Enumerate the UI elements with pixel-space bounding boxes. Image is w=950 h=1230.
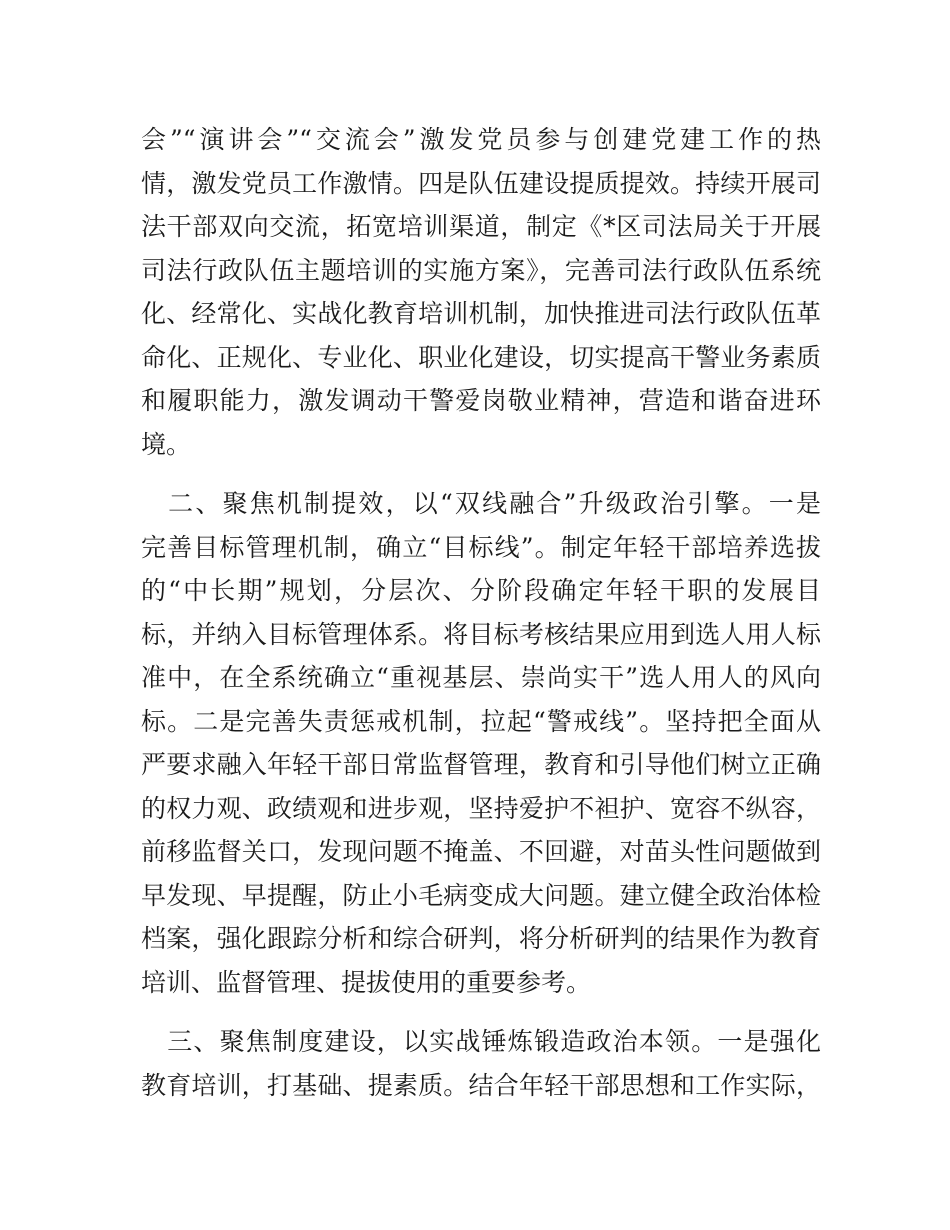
text-line: 境。 xyxy=(141,429,192,459)
paragraph-spacer xyxy=(141,466,821,482)
text-line: 档案，强化跟踪分析和综合研判，将分析研判的结果作为教育 xyxy=(141,924,821,953)
text-line: 早发现、早提醒，防止小毛病变成大问题。建立健全政治体检 xyxy=(141,880,821,910)
text-line: 前移监督关口，发现问题不掩盖、不回避，对苗头性问题做到 xyxy=(141,837,821,866)
document-body xyxy=(141,118,821,1107)
text-line: 化、经常化、实战化教育培训机制，加快推进司法行政队伍革 xyxy=(141,299,821,328)
text-line: 标。二是完善失责惩戒机制，拉起“警戒线”。坚持把全面从 xyxy=(141,706,821,736)
text-line: 和履职能力，激发调动干警爱岗敬业精神，营造和谐奋进环 xyxy=(141,386,821,415)
text-line: 标，并纳入目标管理体系。将目标考核结果应用到选人用人标 xyxy=(141,619,821,649)
text-line: 的“中长期”规划，分层次、分阶段确定年轻干职的发展目 xyxy=(141,576,821,605)
text-line: 司法行政队伍主题培训的实施方案》，完善司法行政队伍系统 xyxy=(141,255,821,285)
text-line: 教育培训，打基础、提素质。结合年轻干部思想和工作实际， xyxy=(141,1070,821,1100)
paragraph-2 xyxy=(141,482,821,1004)
text-line: 二、聚焦机制提效，以“双线融合”升级政治引擎。一是 xyxy=(141,489,821,518)
text-line: 会”“演讲会”“交流会”激发党员参与创建党建工作的热 xyxy=(141,125,821,154)
paragraph-1 xyxy=(141,118,821,466)
paragraph-3 xyxy=(141,1020,821,1107)
paragraph-spacer xyxy=(141,1004,821,1020)
text-line: 命化、正规化、专业化、职业化建设，切实提高干警业务素质 xyxy=(141,342,821,372)
text-line: 培训、监督管理、提拔使用的重要参考。 xyxy=(141,967,592,997)
text-line: 准中，在全系统确立“重视基层、崇尚实干”选人用人的风向 xyxy=(141,663,821,692)
text-line: 完善目标管理机制，确立“目标线”。制定年轻干部培养选拔 xyxy=(141,532,821,562)
text-line: 法干部双向交流，拓宽培训渠道，制定《*区司法局关于开展 xyxy=(141,212,821,241)
text-line: 的权力观、政绩观和进步观，坚持爱护不袒护、宽容不纵容， xyxy=(141,793,821,823)
text-line: 情，激发党员工作激情。四是队伍建设提质提效。持续开展司 xyxy=(141,168,821,198)
text-line: 三、聚焦制度建设，以实战锤炼锻造政治本领。一是强化 xyxy=(141,1027,821,1056)
text-line: 严要求融入年轻干部日常监督管理，教育和引导他们树立正确 xyxy=(141,750,821,779)
